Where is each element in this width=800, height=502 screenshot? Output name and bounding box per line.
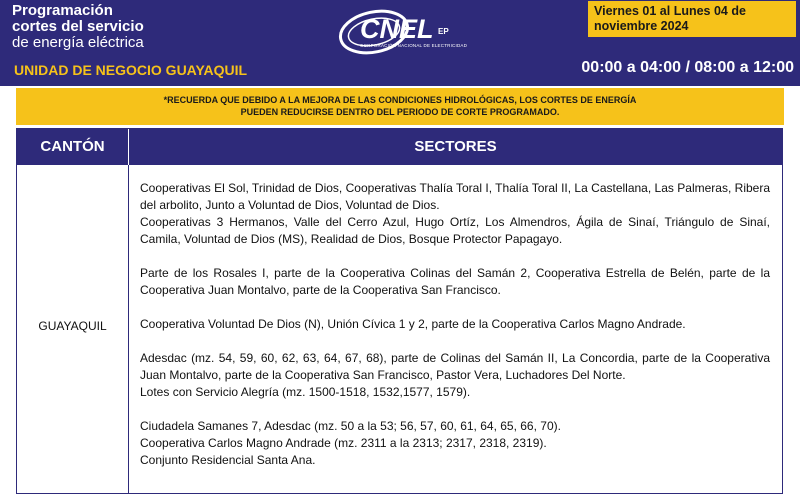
business-unit: UNIDAD DE NEGOCIO GUAYAQUIL <box>14 62 248 78</box>
sector-text: Lotes con Servicio Alegría (mz. 1500-1518, 1532,1577, 1579). <box>140 385 471 399</box>
logo-suffix: EP <box>438 27 449 36</box>
sector-text: Ciudadela Samanes 7, Adesdac (mz. 50 a la 53; 56, 57, 60, 61, 64, 65, 66, 70). <box>140 419 561 433</box>
notice-banner <box>16 88 784 125</box>
sector-text: Cooperativa Voluntad De Dios (N), Unión Cívica 1 y 2, parte de la Cooperativa Carlos Magno Andrade. <box>140 317 686 331</box>
sector-text: Cooperativa Carlos Magno Andrade (mz. 2311 a la 2313; 2317, 2318, 2319). <box>140 436 547 450</box>
outage-table <box>16 128 783 494</box>
column-header-canton: CANTÓN <box>17 129 128 165</box>
sectors-cell <box>140 180 770 486</box>
title-line-3: de energía eléctrica <box>12 34 144 51</box>
logo-name: CNEL <box>360 14 434 44</box>
logo-subtitle: CORPORACIÓN NACIONAL DE ELECTRICIDAD <box>360 43 468 48</box>
sector-text: Conjunto Residencial Santa Ana. <box>140 453 316 467</box>
sector-text: Cooperativas 3 Hermanos, Valle del Cerro Azul, Hugo Ortíz, Los Almendros, Ágila de Sinaí, Triángulo de Sinaí, Camila, Voluntad de Dios (MS), Realidad de Dios, Bosque Protector Papagayo. <box>140 215 770 246</box>
canton-cell: GUAYAQUIL <box>38 319 107 333</box>
column-divider <box>128 165 129 494</box>
header-banner <box>0 0 800 86</box>
date-range: Viernes 01 al Lunes 04 de noviembre 2024 <box>587 0 797 38</box>
sector-text: Adesdac (mz. 54, 59, 60, 62, 63, 64, 67, 68), parte de Colinas del Samán II, La Concordia, parte de la Cooperativa Juan Montalvo, parte de la Cooperativa San Francisco, Pastor Vera, Luchadores Del Norte. <box>140 351 770 382</box>
outage-hours: 00:00 a 04:00 / 08:00 a 12:00 <box>581 59 794 76</box>
sector-group-5 <box>140 418 770 469</box>
notice-line-2: PUEDEN REDUCIRSE DENTRO DEL PERIODO DE CORTE PROGRAMADO. <box>240 107 560 117</box>
sector-group-1 <box>140 180 770 248</box>
sector-group-3 <box>140 316 770 333</box>
sector-text: Cooperativas El Sol, Trinidad de Dios, Cooperativas Thalía Toral I, Thalía Toral II, La Castellana, Las Palmeras, Ribera del arbolito, Junto a Voluntad de Dios, Voluntad de Dios. <box>140 181 770 212</box>
column-header-sectores: SECTORES <box>129 129 782 165</box>
title-line-2: cortes del servicio <box>12 18 144 35</box>
notice-line-1: *RECUERDA QUE DEBIDO A LA MEJORA DE LAS CONDICIONES HIDROLÓGICAS, LOS CORTES DE ENERGÍA <box>163 95 637 105</box>
sector-group-4 <box>140 350 770 401</box>
page-title <box>12 3 144 51</box>
sector-text: Parte de los Rosales I, parte de la Cooperativa Colinas del Samán 2, Cooperativa Estrella de Belén, parte de la Cooperativa Juan Montalvo, parte de la Cooperativa San Francisco. <box>140 266 770 297</box>
title-line-1: Programación <box>12 2 113 19</box>
sector-group-2 <box>140 265 770 299</box>
